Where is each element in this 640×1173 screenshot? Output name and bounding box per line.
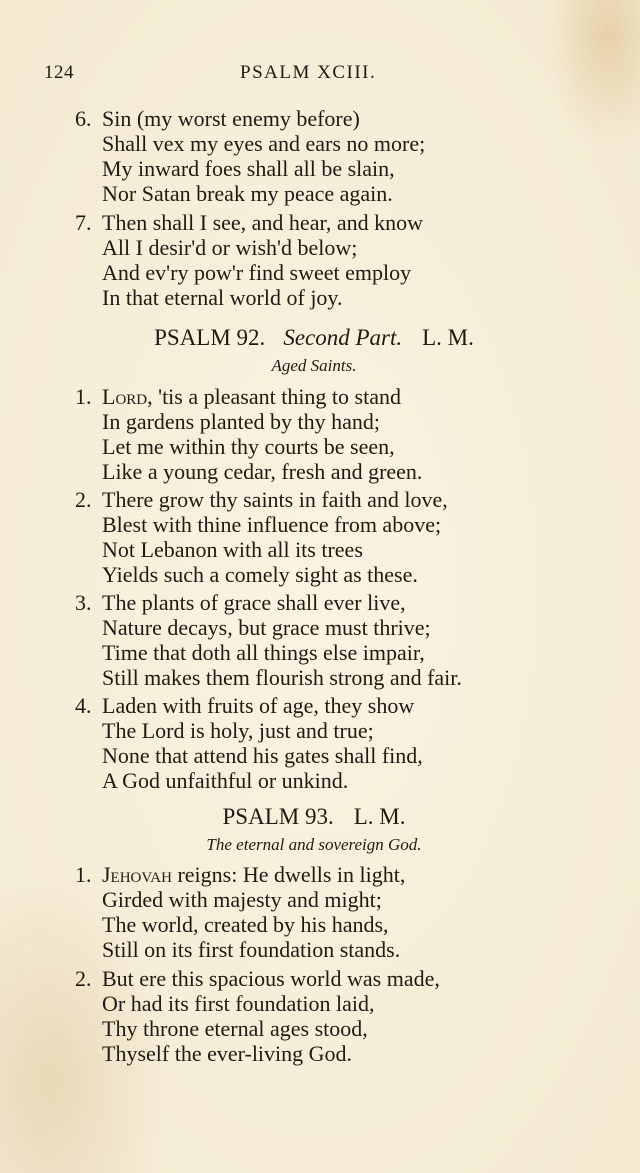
- verse-line: Blest with thine influence from above;: [102, 512, 442, 537]
- psalm-part: Second Part.: [283, 325, 403, 350]
- psalm-meter: L. M.: [353, 804, 406, 829]
- verse-line: Not Lebanon with all its trees: [102, 537, 363, 562]
- verse-line: Time that doth all things else impair,: [102, 640, 425, 665]
- verse-line: 4. Laden with fruits of age, they show: [75, 693, 415, 718]
- verse-line: A God unfaithful or unkind.: [102, 768, 349, 793]
- psalm-92-subtitle: Aged Saints.: [271, 356, 357, 375]
- verse-line: Like a young cedar, fresh and green.: [102, 459, 423, 484]
- stanza-number: 4.: [75, 693, 92, 718]
- running-head: [44, 62, 594, 90]
- stanza-number: 1.: [75, 384, 92, 409]
- stanza-number: 3.: [75, 590, 92, 615]
- verse-line: All I desir'd or wish'd below;: [102, 235, 358, 260]
- psalm-number: PSALM 92.: [154, 325, 266, 350]
- verse-line: And ev'ry pow'r find sweet employ: [102, 260, 412, 285]
- verse-line: Shall vex my eyes and ears no more;: [102, 131, 426, 156]
- verse-line: Or had its first foundation laid,: [102, 991, 375, 1016]
- verse-line: The Lord is holy, just and true;: [102, 718, 374, 743]
- verse-line: The world, created by his hands,: [102, 912, 389, 937]
- verse-line: Still makes them flourish strong and fair.: [102, 665, 462, 690]
- running-title: PSALM XCIII.: [240, 62, 377, 83]
- verse-line: Nor Satan break my peace again.: [102, 181, 393, 206]
- verse-line: Still on its first foundation stands.: [102, 937, 401, 962]
- verse-line: My inward foes shall all be slain,: [102, 156, 395, 181]
- verse-line: 2. But ere this spacious world was made,: [75, 966, 440, 991]
- first-word: Lord,: [102, 384, 153, 409]
- psalm-92-heading: [0, 324, 628, 352]
- verse-line: Nature decays, but grace must thrive;: [102, 615, 431, 640]
- verse-line: 1. Lord, 'tis a pleasant thing to stand: [75, 384, 401, 409]
- verse-line: In gardens planted by thy hand;: [102, 409, 380, 434]
- psalm-number: PSALM 93.: [222, 804, 334, 829]
- psalm-meter: L. M.: [422, 325, 474, 350]
- verse-line: Thyself the ever-living God.: [102, 1041, 353, 1066]
- stanza-number: 1.: [75, 862, 92, 887]
- psalm-93-subtitle: The eternal and sovereign God.: [206, 835, 422, 854]
- verse-line: 7. Then shall I see, and hear, and know: [75, 210, 424, 235]
- verse-line: Let me within thy courts be seen,: [102, 434, 395, 459]
- page-number: 124: [44, 62, 74, 83]
- stanza-number: 2.: [75, 966, 92, 991]
- stanza-number: 7.: [75, 210, 92, 235]
- verse-line: 3. The plants of grace shall ever live,: [75, 590, 406, 615]
- verse-line: None that attend his gates shall find,: [102, 743, 423, 768]
- first-word: Jehovah: [102, 862, 172, 887]
- verse-line: 6. Sin (my worst enemy before): [75, 106, 360, 131]
- stanza-number: 6.: [75, 106, 92, 131]
- verse-line: In that eternal world of joy.: [102, 285, 343, 310]
- verse-line: 2. There grow thy saints in faith and love,: [75, 487, 448, 512]
- verse-line: 1. Jehovah reigns: He dwells in light,: [75, 862, 406, 887]
- verse-line: Yields such a comely sight as these.: [102, 562, 418, 587]
- verse-line: Thy throne eternal ages stood,: [102, 1016, 368, 1041]
- verse-line: Girded with majesty and might;: [102, 887, 382, 912]
- stanza-number: 2.: [75, 487, 92, 512]
- psalm-93-heading: [0, 803, 628, 831]
